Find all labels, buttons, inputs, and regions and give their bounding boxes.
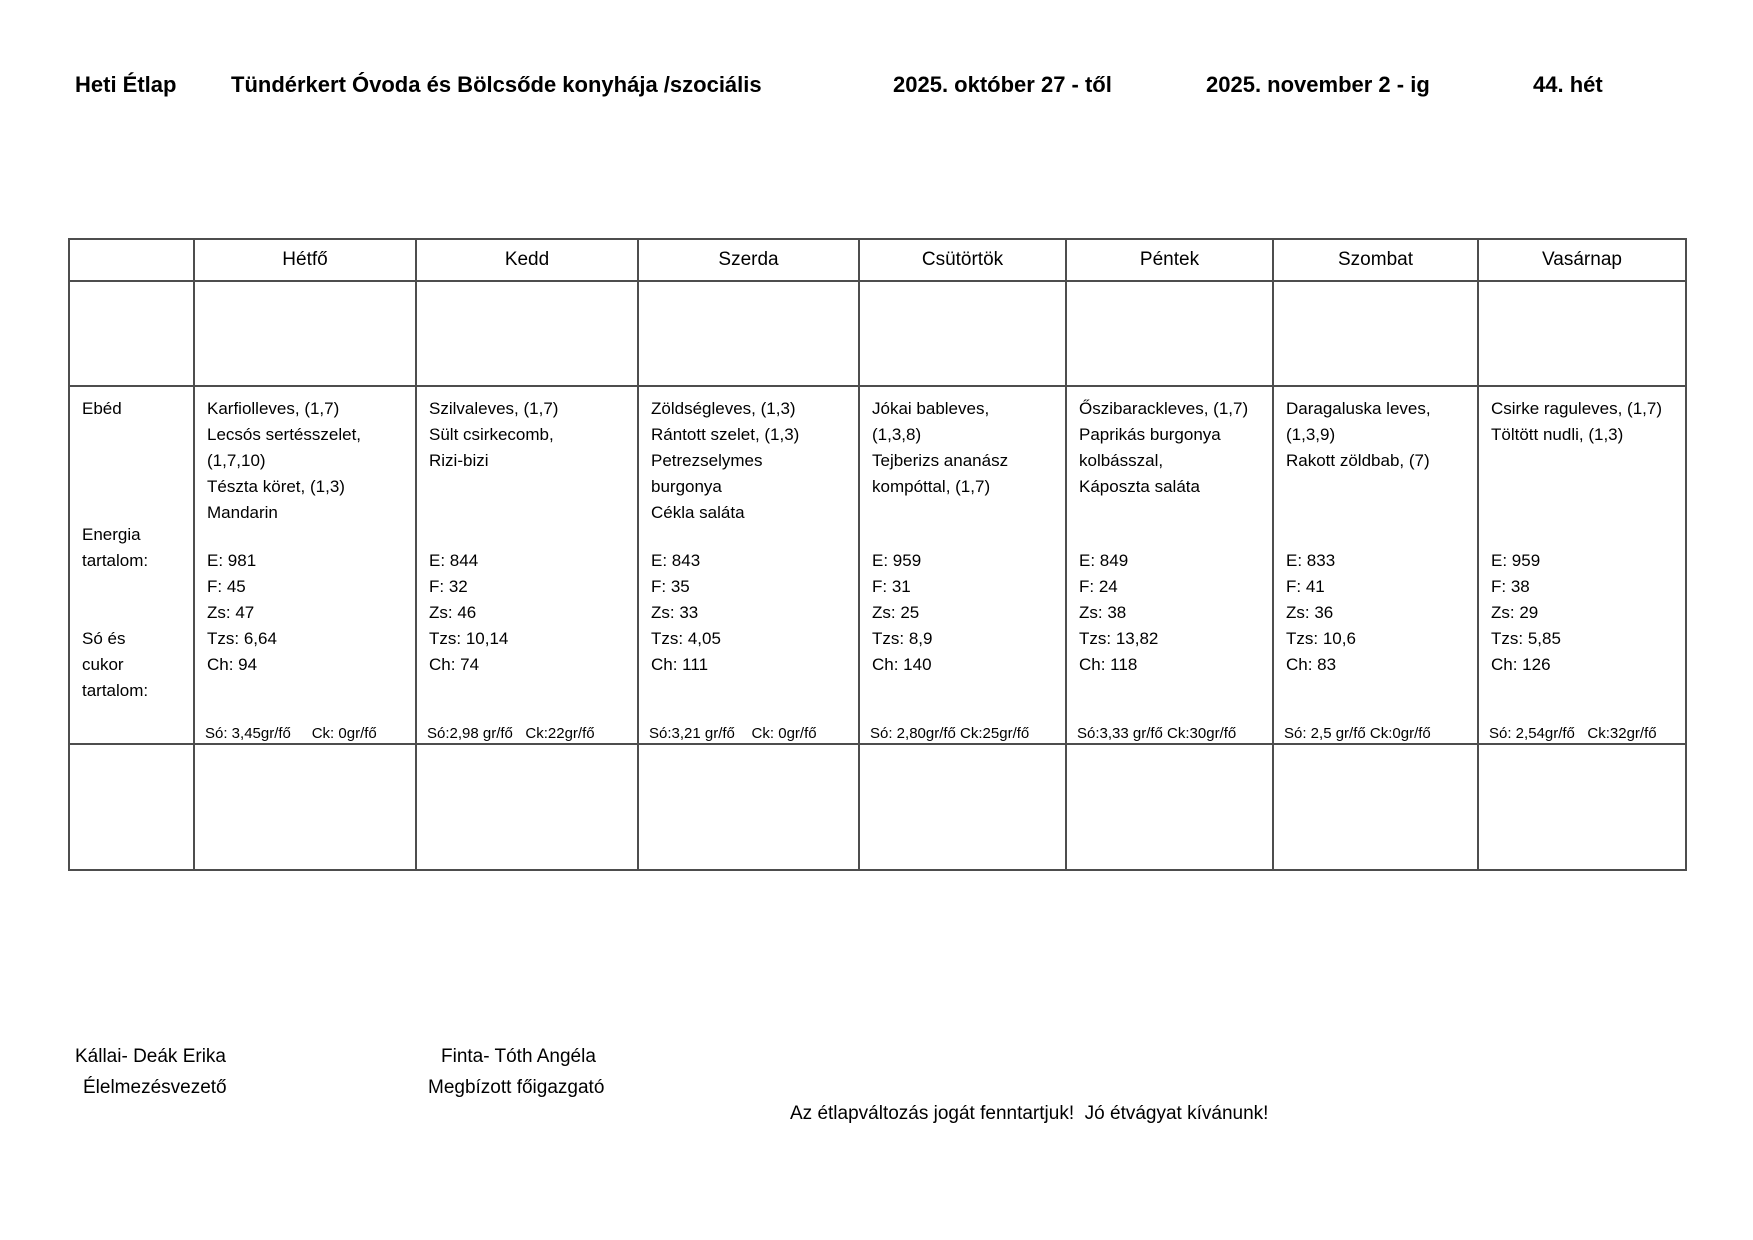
menu-line: burgonya: [651, 477, 722, 496]
energy-line: Zs: 46: [429, 603, 477, 622]
salt-sugar-line: Só: 2,5 gr/fő Ck:0gr/fő: [1284, 725, 1431, 742]
energy-line: Zs: 38: [1079, 603, 1127, 622]
day-header-thursday: Csütörtök: [859, 239, 1066, 281]
menu-items: [429, 396, 635, 474]
label-salt-line: tartalom:: [82, 681, 149, 700]
energy-values: [872, 548, 1063, 678]
energy-line: Tzs: 4,05: [651, 629, 721, 648]
empty-cell: [69, 281, 194, 386]
empty-cell: [1478, 281, 1686, 386]
menu-line: Cékla saláta: [651, 503, 745, 522]
day-header-wednesday: Szerda: [638, 239, 859, 281]
menu-line: (1,3,8): [872, 425, 922, 444]
energy-values: [651, 548, 856, 678]
lunch-row: [69, 386, 1686, 744]
energy-line: F: 35: [651, 577, 690, 596]
day-header-friday: Péntek: [1066, 239, 1273, 281]
day-cell-wednesday: [638, 386, 859, 744]
energy-line: F: 32: [429, 577, 468, 596]
empty-cell: [859, 744, 1066, 870]
doc-title: Heti Étlap: [75, 72, 177, 97]
menu-line: Mandarin: [207, 503, 278, 522]
energy-line: Tzs: 6,64: [207, 629, 277, 648]
menu-line: Lecsós sertésszelet,: [207, 425, 362, 444]
menu-line: kolbásszal,: [1079, 451, 1164, 470]
energy-line: Tzs: 10,14: [429, 629, 509, 648]
day-cell-saturday: [1273, 386, 1478, 744]
menu-line: Karfiolleves, (1,7): [207, 399, 340, 418]
day-cell-friday: [1066, 386, 1273, 744]
energy-line: F: 31: [872, 577, 911, 596]
empty-cell: [194, 281, 416, 386]
energy-line: F: 38: [1491, 577, 1530, 596]
energy-line: Zs: 33: [651, 603, 699, 622]
energy-line: Ch: 118: [1079, 655, 1138, 674]
menu-items: [1491, 396, 1683, 448]
empty-cell: [69, 744, 194, 870]
menu-items: [1079, 396, 1270, 500]
menu-line: Töltött nudli, (1,3): [1491, 425, 1624, 444]
menu-line: Paprikás burgonya: [1079, 425, 1221, 444]
signature-name-1: Kállai- Deák Erika: [75, 1046, 226, 1067]
energy-line: E: 959: [872, 551, 922, 570]
energy-line: E: 844: [429, 551, 479, 570]
doc-subtitle: Tündérkert Óvoda és Bölcsőde konyhája /szociális: [231, 72, 762, 97]
energy-line: Tzs: 5,85: [1491, 629, 1561, 648]
energy-line: Ch: 94: [207, 655, 258, 674]
energy-line: Ch: 140: [872, 655, 932, 674]
empty-cell: [638, 281, 859, 386]
empty-cell: [416, 281, 638, 386]
empty-cell: [1273, 281, 1478, 386]
row-labels-cell: [69, 386, 194, 744]
menu-line: Jókai bableves,: [872, 399, 990, 418]
menu-change-note: Az étlapváltozás jogát fenntartjuk! Jó étvágyat kívánunk!: [790, 1103, 1269, 1124]
label-energy-content: [82, 522, 191, 574]
empty-cell: [1273, 744, 1478, 870]
energy-line: E: 959: [1491, 551, 1541, 570]
week-number: 44. hét: [1533, 72, 1603, 97]
menu-line: Tejberizs ananász: [872, 451, 1009, 470]
energy-line: Ch: 74: [429, 655, 480, 674]
menu-line: Tészta köret, (1,3): [207, 477, 345, 496]
salt-sugar-line: Só: 2,80gr/fő Ck:25gr/fő: [870, 725, 1030, 742]
empty-cell: [416, 744, 638, 870]
date-to: 2025. november 2 - ig: [1206, 72, 1430, 97]
energy-line: Tzs: 13,82: [1079, 629, 1159, 648]
salt-sugar-line: Só:2,98 gr/fő Ck:22gr/fő: [427, 725, 595, 742]
energy-values: [1079, 548, 1270, 678]
energy-line: Tzs: 8,9: [872, 629, 933, 648]
day-header-monday: Hétfő: [194, 239, 416, 281]
menu-line: Őszibarackleves, (1,7): [1079, 399, 1249, 418]
energy-values: [1491, 548, 1683, 678]
salt-sugar-line: Só:3,33 gr/fő Ck:30gr/fő: [1077, 725, 1237, 742]
empty-cell: [1478, 744, 1686, 870]
spacer-row-top: [69, 281, 1686, 386]
menu-items: [207, 396, 413, 526]
label-energy-line: tartalom:: [82, 551, 149, 570]
label-lunch: Ebéd: [82, 399, 122, 418]
menu-line: Petrezselymes: [651, 451, 763, 470]
label-energy-line: Energia: [82, 525, 141, 544]
day-header-saturday: Szombat: [1273, 239, 1478, 281]
energy-line: Tzs: 10,6: [1286, 629, 1356, 648]
energy-line: Ch: 83: [1286, 655, 1337, 674]
energy-line: E: 833: [1286, 551, 1336, 570]
empty-cell: [1066, 744, 1273, 870]
menu-items: [651, 396, 856, 526]
empty-cell: [638, 744, 859, 870]
menu-line: Csirke raguleves, (1,7): [1491, 399, 1663, 418]
energy-line: Zs: 47: [207, 603, 255, 622]
menu-line: Daragaluska leves,: [1286, 399, 1431, 418]
menu-line: Rakott zöldbab, (7): [1286, 451, 1430, 470]
day-cell-thursday: [859, 386, 1066, 744]
salt-sugar-line: Só: 3,45gr/fő Ck: 0gr/fő: [205, 725, 377, 742]
energy-line: E: 849: [1079, 551, 1129, 570]
day-cell-monday: [194, 386, 416, 744]
signature-name-2: Finta- Tóth Angéla: [441, 1046, 596, 1067]
day-header-row: [69, 239, 1686, 281]
energy-line: Zs: 25: [872, 603, 920, 622]
energy-values: [207, 548, 413, 678]
energy-line: E: 843: [651, 551, 701, 570]
menu-line: Sült csirkecomb,: [429, 425, 554, 444]
corner-cell: [69, 239, 194, 281]
weekly-menu-table: [68, 238, 1687, 871]
menu-line: (1,7,10): [207, 451, 266, 470]
energy-line: Ch: 126: [1491, 655, 1551, 674]
day-header-tuesday: Kedd: [416, 239, 638, 281]
empty-cell: [1066, 281, 1273, 386]
energy-line: Zs: 36: [1286, 603, 1334, 622]
label-salt-sugar-content: [82, 626, 191, 704]
energy-line: Zs: 29: [1491, 603, 1539, 622]
energy-values: [1286, 548, 1475, 678]
empty-cell: [859, 281, 1066, 386]
salt-sugar-line: Só: 2,54gr/fő Ck:32gr/fő: [1489, 725, 1657, 742]
date-from: 2025. október 27 - től: [893, 72, 1112, 97]
menu-line: Káposzta saláta: [1079, 477, 1200, 496]
empty-cell: [194, 744, 416, 870]
salt-sugar-line: Só:3,21 gr/fő Ck: 0gr/fő: [649, 725, 817, 742]
energy-line: F: 24: [1079, 577, 1118, 596]
energy-line: F: 41: [1286, 577, 1325, 596]
energy-line: E: 981: [207, 551, 257, 570]
menu-line: kompóttal, (1,7): [872, 477, 991, 496]
energy-line: F: 45: [207, 577, 246, 596]
label-salt-line: Só és: [82, 629, 126, 648]
energy-line: Ch: 111: [651, 655, 709, 674]
label-salt-line: cukor: [82, 655, 124, 674]
signature-role-1: Élelmezésvezető: [83, 1077, 227, 1098]
menu-line: Rizi-bizi: [429, 451, 489, 470]
day-cell-sunday: [1478, 386, 1686, 744]
spacer-row-bottom: [69, 744, 1686, 870]
menu-items: [872, 396, 1063, 500]
day-header-sunday: Vasárnap: [1478, 239, 1686, 281]
energy-values: [429, 548, 635, 678]
signature-role-2: Megbízott főigazgató: [428, 1077, 605, 1098]
day-cell-tuesday: [416, 386, 638, 744]
menu-line: Rántott szelet, (1,3): [651, 425, 800, 444]
menu-line: Zöldségleves, (1,3): [651, 399, 796, 418]
menu-items: [1286, 396, 1475, 474]
menu-line: Szilvaleves, (1,7): [429, 399, 559, 418]
menu-line: (1,3,9): [1286, 425, 1336, 444]
